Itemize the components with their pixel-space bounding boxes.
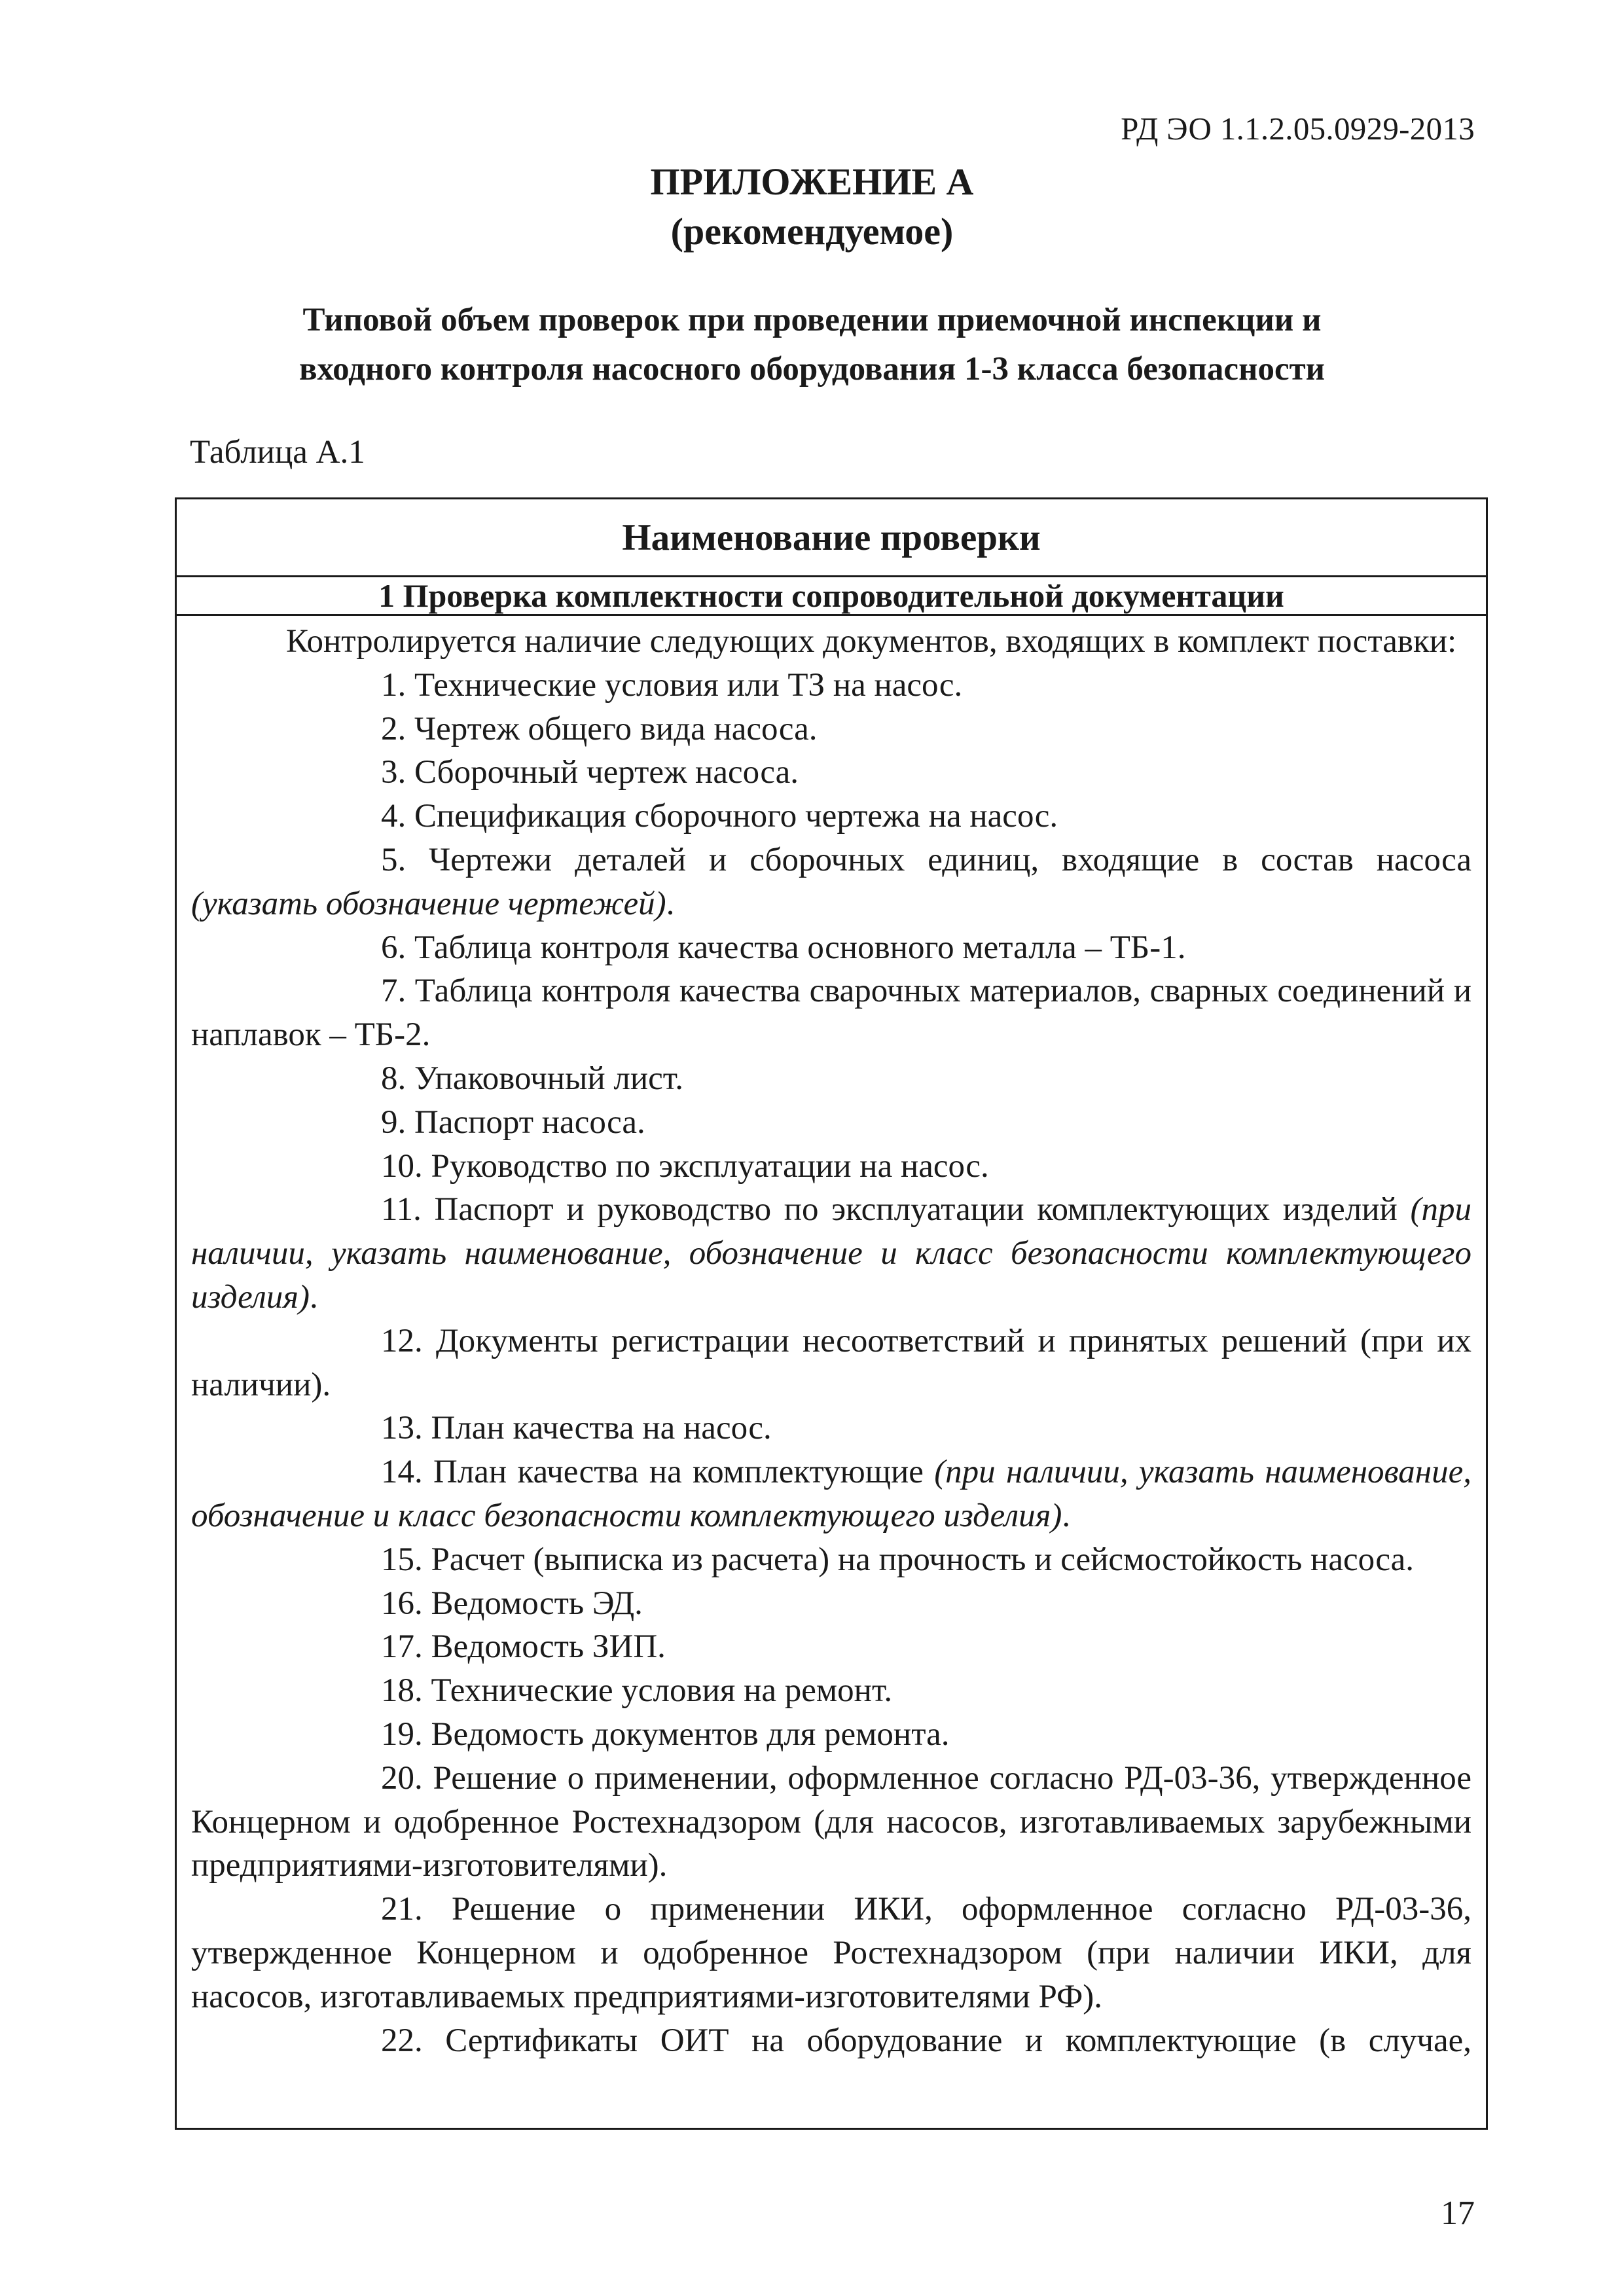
list-item xyxy=(191,1407,1471,1450)
list-item-text: Расчет (выписка из расчета) на прочность и сейсмостойкость насоса. xyxy=(422,1541,1415,1578)
list-item-note: (при наличии, указать наименование, обозначение и класс безопасности комплектующего изделия) xyxy=(191,1191,1471,1316)
list-item-number: 16. xyxy=(381,1585,423,1622)
list-item-text: Технические условия или ТЗ на насос. xyxy=(406,666,963,704)
list-item-number: 12. xyxy=(381,1322,423,1359)
list-item-number: 2. xyxy=(381,710,406,747)
list-item-number: 14. xyxy=(381,1454,423,1491)
list-item-text: Спецификация сборочного чертежа на насос. xyxy=(406,798,1058,835)
list-item-text: Чертежи деталей и сборочных единиц, входящие в состав насоса xyxy=(406,841,1471,878)
list-item-number: 1. xyxy=(381,666,406,704)
list-item xyxy=(191,926,1471,970)
list-item xyxy=(191,1145,1471,1189)
list-item-number: 8. xyxy=(381,1060,406,1097)
list-item xyxy=(191,1757,1471,1888)
list-item-text: План качества на комплектующие xyxy=(422,1454,935,1491)
list-item-number: 4. xyxy=(381,798,406,835)
list-item xyxy=(191,1319,1471,1407)
table-intro: Контролируется наличие следующих документов, входящих в комплект поставки: xyxy=(286,623,1457,660)
list-item-number: 20. xyxy=(381,1759,423,1797)
list-item xyxy=(191,1713,1471,1757)
list-item-number: 15. xyxy=(381,1541,423,1578)
list-item-note: (указать обозначение чертежей) xyxy=(191,885,666,922)
list-item xyxy=(191,2019,1471,2063)
list-item xyxy=(191,1101,1471,1145)
list-item-number: 9. xyxy=(381,1103,406,1141)
list-item-number: 21. xyxy=(381,1891,423,1928)
appendix-title-block xyxy=(0,157,1624,257)
list-item xyxy=(191,664,1471,708)
list-item-number: 22. xyxy=(381,2022,423,2059)
checks-table xyxy=(175,497,1488,2130)
list-item xyxy=(191,1450,1471,1538)
list-item-tail: . xyxy=(666,885,675,922)
list-item xyxy=(191,969,1471,1057)
list-item xyxy=(191,1538,1471,1582)
list-item-number: 6. xyxy=(381,929,406,966)
table-column-header: Наименование проверки xyxy=(177,499,1486,577)
list-item xyxy=(191,1057,1471,1101)
list-item-text: План качества на насос. xyxy=(422,1410,772,1447)
list-item-text: Сертификаты ОИТ на оборудование и комплектующие (в случае, xyxy=(422,2022,1471,2059)
list-item-text: Ведомость ЭД. xyxy=(422,1585,643,1622)
list-item-text: Ведомость ЗИП. xyxy=(422,1628,666,1666)
list-item-text: Решение о применении ИКИ, оформленное согласно РД-03-36, утвержденное Концерном и одобренное Ростехнадзором (при наличии ИКИ, для насосов, изготавливаемых предприятиями-изготовителями РФ). xyxy=(191,1891,1471,2015)
list-item xyxy=(191,795,1471,838)
list-item-note: (при наличии, указать наименование, обозначение и класс безопасности комплектующего изделия) xyxy=(191,1454,1471,1534)
list-item-number: 7. xyxy=(381,973,406,1010)
appendix-title: ПРИЛОЖЕНИЕ А xyxy=(650,160,974,203)
list-item-text: Технические условия на ремонт. xyxy=(422,1672,893,1710)
list-item-text: Чертеж общего вида насоса. xyxy=(406,710,818,747)
list-item-text: Документы регистрации несоответствий и принятых решений (при их наличии). xyxy=(191,1322,1471,1403)
list-item xyxy=(191,838,1471,926)
list-item-text: Сборочный чертеж насоса. xyxy=(406,754,799,791)
list-item-number: 5. xyxy=(381,841,406,878)
list-item-number: 10. xyxy=(381,1147,423,1185)
table-body xyxy=(177,616,1486,2062)
list-item-tail: . xyxy=(1062,1497,1071,1534)
list-item-text: Руководство по эксплуатации на насос. xyxy=(422,1147,989,1185)
table-section-title: 1 Проверка комплектности сопроводительной документации xyxy=(177,577,1486,616)
appendix-subtitle: (рекомендуемое) xyxy=(670,210,954,253)
document-list xyxy=(191,664,1471,2063)
list-item-text: Решение о применении, оформленное согласно РД-03-36, утвержденное Концерном и одобренное Ростехнадзором (для насосов, изготавливаемых зарубежными предприятиями-изготовителями). xyxy=(191,1759,1471,1884)
list-item-text: Таблица контроля качества сварочных материалов, сварных соединений и наплавок – ТБ-2. xyxy=(191,973,1471,1054)
document-code: РД ЭО 1.1.2.05.0929-2013 xyxy=(1121,111,1475,147)
list-item xyxy=(191,1669,1471,1713)
main-heading-line-1: Типовой объем проверок при проведении приемочной инспекции и xyxy=(302,302,1322,338)
list-item-tail: . xyxy=(309,1278,318,1316)
list-item xyxy=(191,751,1471,795)
list-item xyxy=(191,1582,1471,1626)
list-item-number: 17. xyxy=(381,1628,423,1666)
list-item-text: Таблица контроля качества основного металла – ТБ-1. xyxy=(406,929,1186,966)
list-item-number: 19. xyxy=(381,1715,423,1753)
list-item-number: 13. xyxy=(381,1410,423,1447)
list-item-text: Упаковочный лист. xyxy=(406,1060,683,1097)
list-item xyxy=(191,1188,1471,1319)
main-heading xyxy=(0,296,1624,394)
list-item-text: Паспорт и руководство по эксплуатации комплектующих изделий xyxy=(421,1191,1411,1229)
list-item-number: 11. xyxy=(381,1191,422,1229)
list-item-number: 18. xyxy=(381,1672,423,1710)
list-item-text: Ведомость документов для ремонта. xyxy=(422,1715,950,1753)
main-heading-line-2: входного контроля насосного оборудования 1-3 класса безопасности xyxy=(298,351,1326,387)
table-label: Таблица А.1 xyxy=(190,434,365,471)
list-item xyxy=(191,1625,1471,1669)
page-number: 17 xyxy=(1441,2195,1475,2232)
list-item-number: 3. xyxy=(381,754,406,791)
list-item xyxy=(191,1888,1471,2018)
list-item-text: Паспорт насоса. xyxy=(406,1103,645,1141)
list-item xyxy=(191,708,1471,751)
